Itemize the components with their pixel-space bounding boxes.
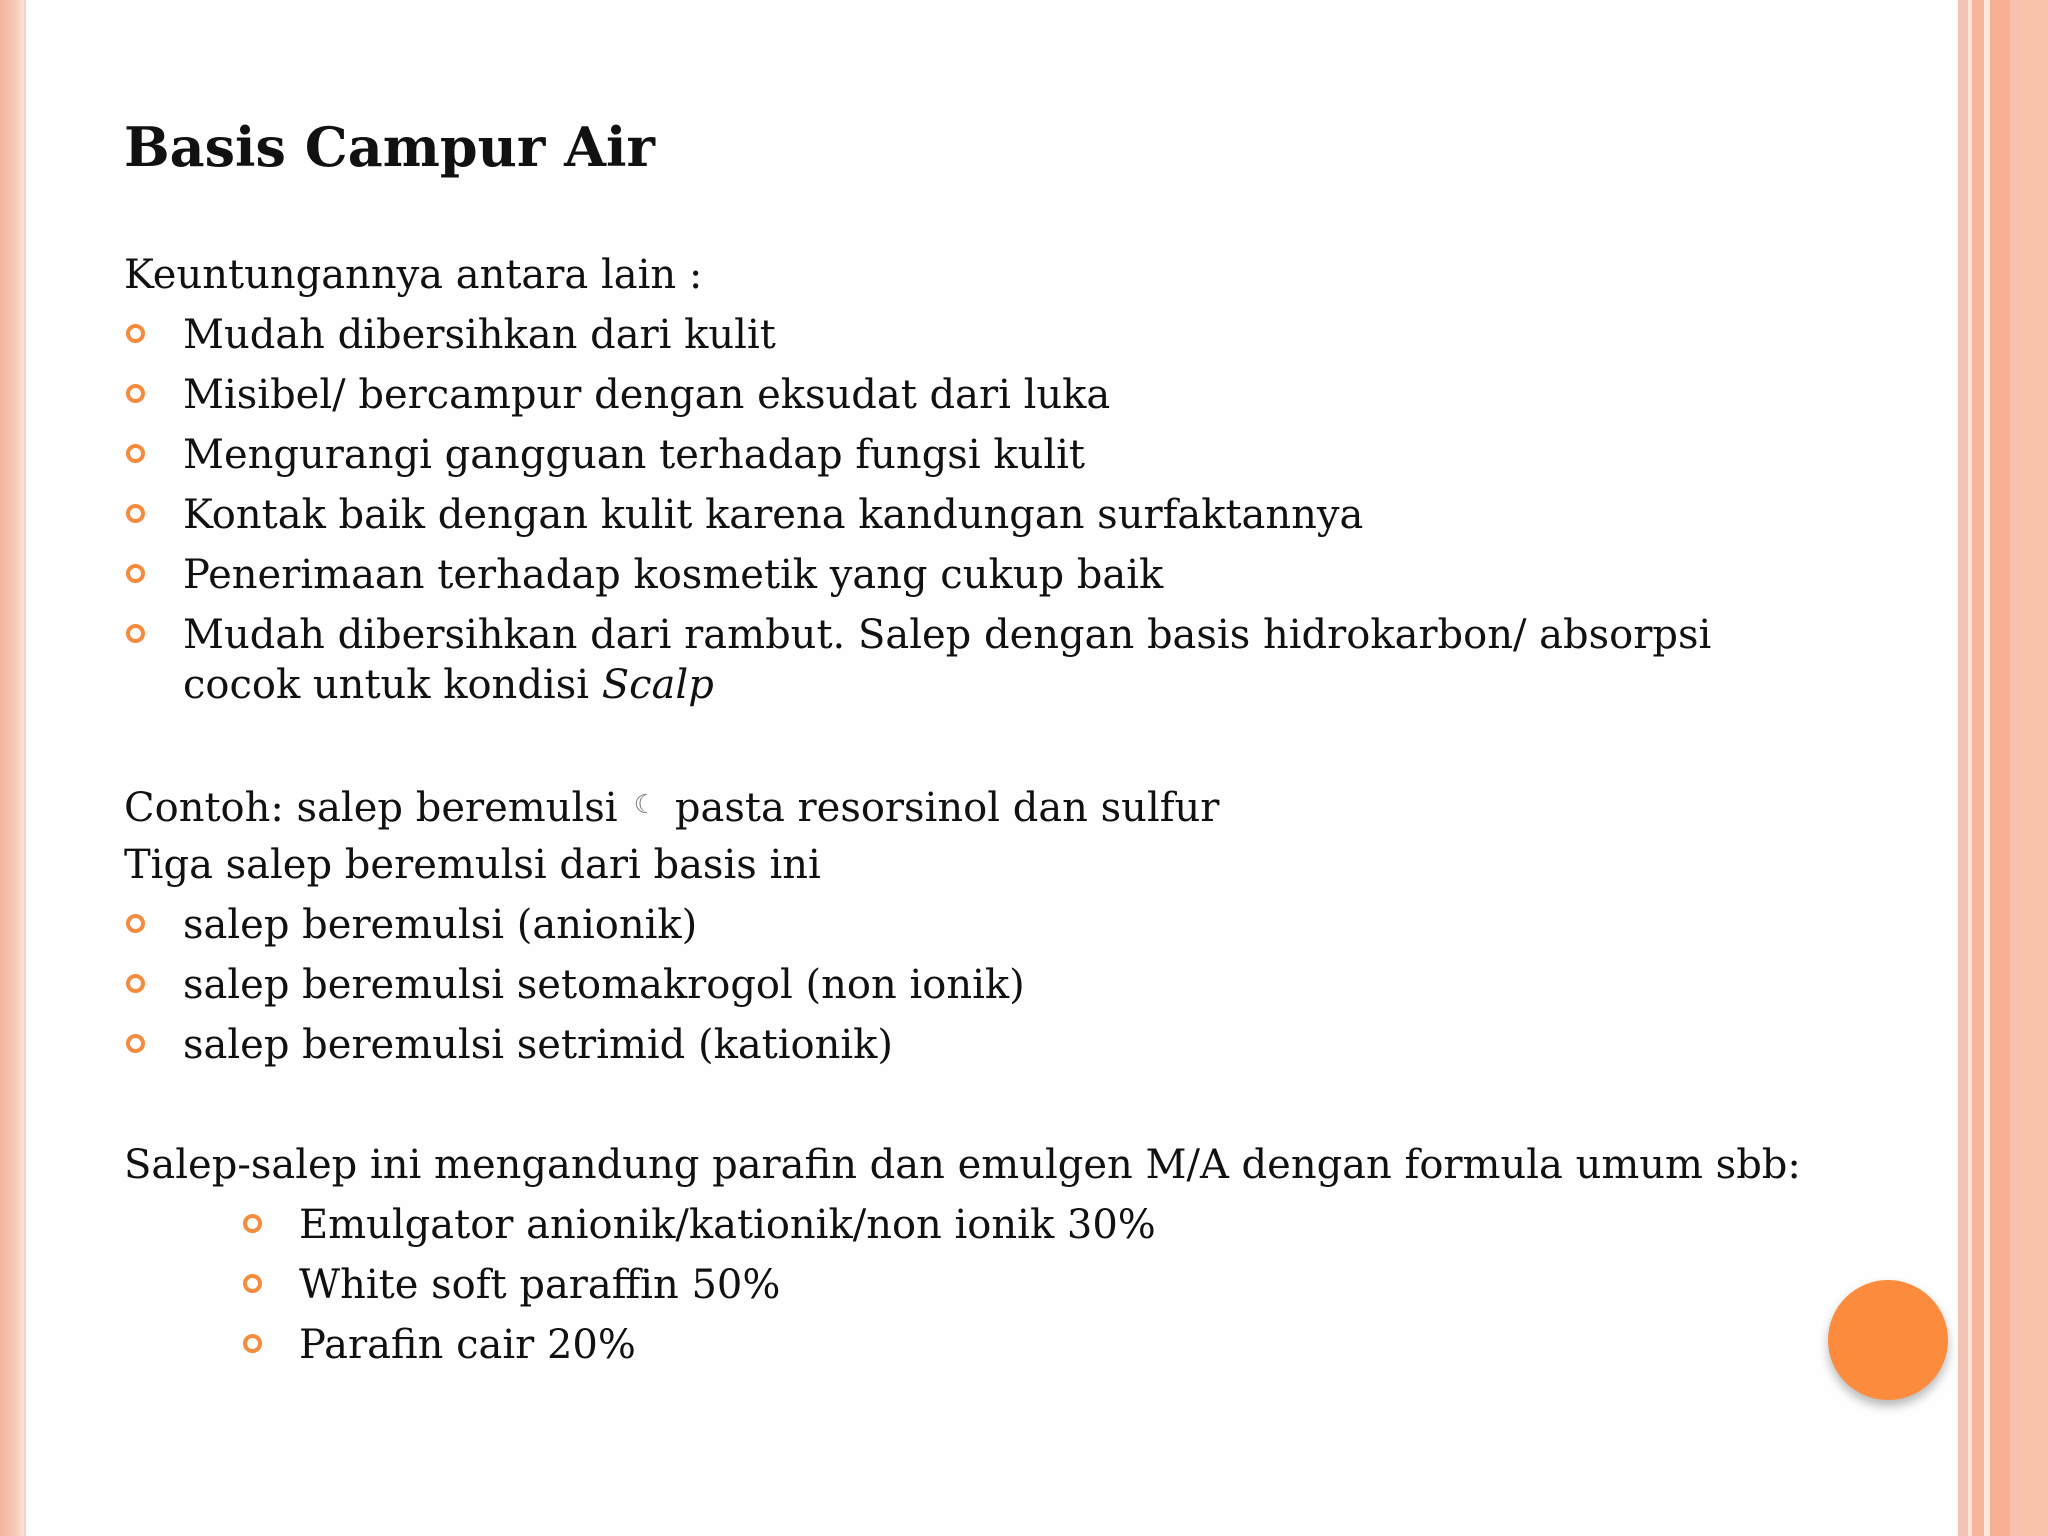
right-stripe	[1990, 0, 2010, 1536]
right-stripe	[2010, 0, 2020, 1536]
list-item-text: Emulgator anionik/kationik/non ionik 30%	[299, 1202, 1156, 1248]
example-text-before: Contoh: salep beremulsi	[124, 785, 618, 831]
list-item-text: salep beremulsi setrimid (kationik)	[183, 1022, 894, 1068]
ring-bullet-icon	[126, 444, 145, 463]
example-line	[124, 780, 1219, 833]
list-item-text: Mengurangi gangguan terhadap fungsi kulit	[183, 432, 1085, 478]
ring-bullet-icon	[126, 564, 145, 583]
left-decorative-line	[24, 0, 26, 1536]
example-text-after: pasta resorsinol dan sulfur	[674, 785, 1220, 831]
decorative-orange-circle	[1828, 1280, 1948, 1400]
moon-arrow-icon: ☾	[633, 790, 657, 820]
ring-bullet-icon	[126, 324, 145, 343]
list-item-text: Parafin cair 20%	[299, 1322, 636, 1368]
right-stripe	[1958, 0, 1968, 1536]
list-item-text: Penerimaan terhadap kosmetik yang cukup baik	[183, 552, 1164, 598]
list-item-text	[183, 610, 1803, 710]
list-item-text-main: Mudah dibersihkan dari rambut. Salep dengan basis hidrokarbon/ absorpsi cocok untuk kondisi	[183, 612, 1712, 708]
right-decorative-stripes	[1958, 0, 2048, 1536]
list-item-text: Mudah dibersihkan dari kulit	[183, 312, 776, 358]
list-item-text-italic: Scalp	[601, 662, 714, 708]
slide-title: Basis Campur Air	[124, 115, 655, 179]
right-stripe	[2020, 0, 2048, 1536]
list-item-text: salep beremulsi (anionik)	[183, 902, 698, 948]
ring-bullet-icon	[126, 624, 145, 643]
advantages-intro: Keuntungannya antara lain :	[124, 252, 703, 298]
right-stripe	[1972, 0, 1984, 1536]
ring-bullet-icon	[243, 1274, 262, 1293]
ring-bullet-icon	[126, 974, 145, 993]
ring-bullet-icon	[243, 1214, 262, 1233]
ring-bullet-icon	[126, 384, 145, 403]
ring-bullet-icon	[126, 914, 145, 933]
list-item-text: Misibel/ bercampur dengan eksudat dari luka	[183, 372, 1111, 418]
three-types-intro: Tiga salep beremulsi dari basis ini	[124, 842, 821, 888]
left-decorative-stripe	[0, 0, 24, 1536]
ring-bullet-icon	[126, 504, 145, 523]
ring-bullet-icon	[126, 1034, 145, 1053]
formula-intro: Salep-salep ini mengandung parafin dan emulgen M/A dengan formula umum sbb:	[124, 1142, 1801, 1188]
ring-bullet-icon	[243, 1334, 262, 1353]
list-item-text: White soft paraffin 50%	[299, 1262, 781, 1308]
list-item-text: salep beremulsi setomakrogol (non ionik)	[183, 962, 1025, 1008]
list-item-text: Kontak baik dengan kulit karena kandungan surfaktannya	[183, 492, 1364, 538]
